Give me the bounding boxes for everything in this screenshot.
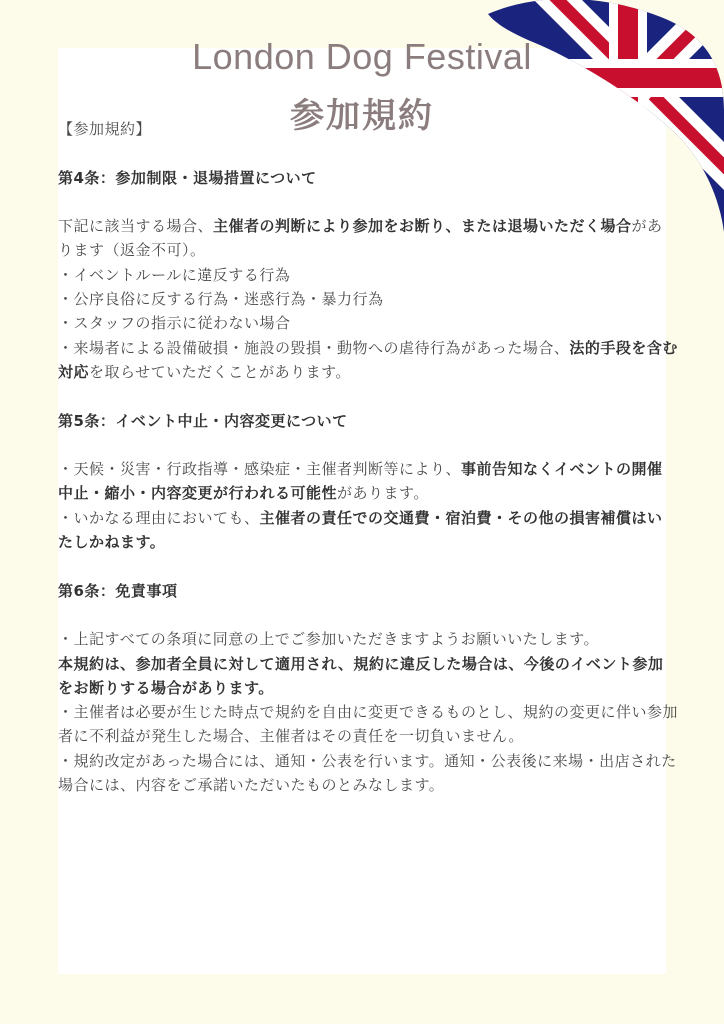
page-title-ja: 参加規約: [290, 96, 434, 136]
article-5-paragraph: ・天候・災害・行政指導・感染症・主催者判断等により、事前告知なくイベントの開催中止・縮小・内容変更が行われる可能性があります。: [58, 460, 663, 503]
page-title-en: London Dog Festival: [192, 36, 532, 77]
article-6-paragraph: ・規約改定があった場合には、通知・公表を行います。通知・公表後に来場・出店された場合には、内容をご承諾いただいたものとみなします。: [58, 751, 677, 795]
article-4-heading: 第4条：参加制限・退場措置について: [58, 168, 317, 187]
article-6-paragraph: ・主催者は必要が生じた時点で規約を自由に変更できるものとし、規約の変更に伴い参加者に不利益が発生した場合、主催者はその責任を一切負いません。: [58, 703, 679, 746]
section-label: 【参加規約】: [58, 120, 152, 138]
article-4-item: ・スタッフの指示に従わない場合: [58, 314, 291, 333]
article-6-paragraph: ・上記すべての条項に同意の上でご参加いただきますようお願いいたします。: [58, 630, 600, 649]
article-5-heading: 第5条：イベント中止・内容変更について: [58, 411, 348, 430]
article-4-intro: 下記に該当する場合、主催者の判断により参加をお断り、または退場いただく場合があります（返金不可）。: [58, 217, 663, 260]
article-6-heading: 第6条：免責事項: [58, 581, 178, 600]
article-6-paragraph-bold: 本規約は、参加者全員に対して適用され、規約に違反した場合は、今後のイベント参加をお断りする場合があります。: [58, 654, 664, 697]
article-4-item-last: ・来場者による設備破損・施設の毀損・動物への虐待行為があった場合、法的手段を含む対応を取らせていただくことがあります。: [58, 338, 678, 381]
document-body: [58, 117, 678, 797]
article-4-item: ・公序良俗に反する行為・迷惑行為・暴力行為: [58, 290, 384, 309]
article-4-item: ・イベントルールに違反する行為: [58, 265, 291, 284]
article-5-paragraph: ・いかなる理由においても、主催者の責任での交通費・宿泊費・その他の損害補償はいたしかねます。: [58, 508, 663, 552]
